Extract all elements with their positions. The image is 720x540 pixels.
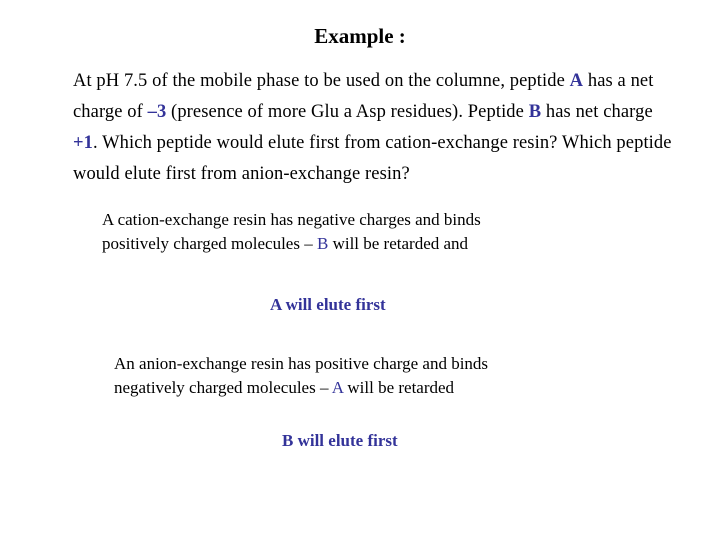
cation-answer-line-2 xyxy=(102,232,622,256)
peptide-b-label: B xyxy=(528,102,542,122)
anion-answer-peptide: A xyxy=(331,378,344,397)
cation-answer-line-2-post: will be retarded and xyxy=(328,234,469,253)
cation-conclusion: A will elute first xyxy=(270,295,386,314)
cation-answer-line-1: A cation-exchange resin has negative charges and binds xyxy=(102,210,481,229)
anion-exchange-answer xyxy=(114,352,634,400)
question-text-5: . Which peptide would elute first from cation-exchange resin? Which peptide would elute first from anion-exchange resin? xyxy=(73,133,672,184)
question-paragraph xyxy=(73,66,673,190)
question-text-3: (presence of more Glu a Asp residues). Peptide xyxy=(166,102,529,122)
anion-answer-line-2 xyxy=(114,376,634,400)
question-text-4: has net charge xyxy=(541,102,653,122)
slide-title: Example : xyxy=(314,24,406,48)
anion-answer-line-2-pre: negatively charged molecules – xyxy=(114,378,332,397)
cation-answer-peptide: B xyxy=(316,234,329,253)
charge-b-value: +1 xyxy=(73,133,93,153)
cation-answer-line-2-pre: positively charged molecules – xyxy=(102,234,317,253)
anion-answer-line-2-post: will be retarded xyxy=(343,378,455,397)
peptide-a-label: A xyxy=(569,71,584,91)
anion-answer-line-1: An anion-exchange resin has positive charge and binds xyxy=(114,354,489,373)
question-text-2: has a net charge of xyxy=(73,71,654,122)
cation-exchange-answer xyxy=(102,208,622,256)
anion-conclusion: B will elute first xyxy=(282,431,398,450)
question-text-1: At pH 7.5 of the mobile phase to be used on the columne, peptide xyxy=(73,71,570,91)
charge-a-value: –3 xyxy=(147,102,167,122)
